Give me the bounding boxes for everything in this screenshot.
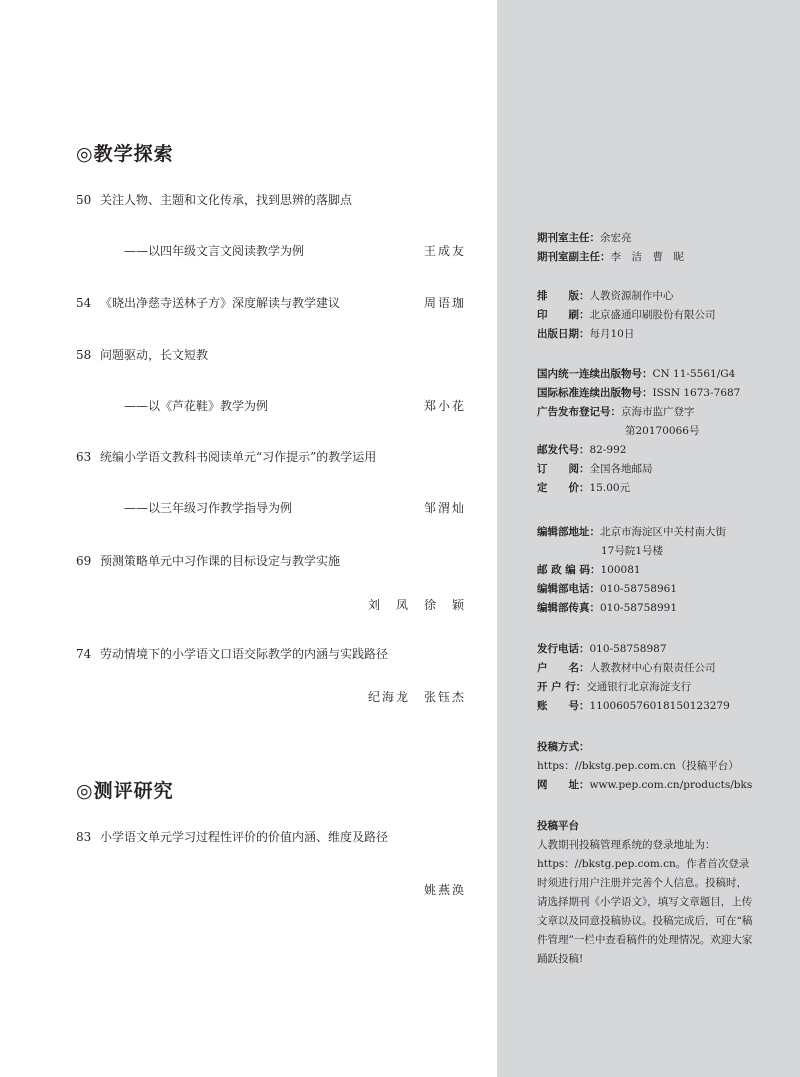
label: 账 号： — [537, 700, 590, 712]
label: 期刊室主任： — [537, 232, 600, 244]
label: 投稿平台 — [537, 820, 579, 832]
label: 邮 政 编 码： — [537, 564, 601, 576]
label: 国际标准连续出版物号： — [537, 387, 653, 399]
value: 人教教材中心有限责任公司 — [589, 662, 716, 674]
article-title: 关注人物、主题和文化传承，找到思辨的落脚点 — [100, 193, 353, 207]
value: 010-58758991 — [600, 602, 678, 614]
label: 发行电话： — [537, 643, 590, 655]
value: 82-992 — [589, 444, 627, 456]
article-title: 问题驱动，长文短教 — [100, 348, 209, 362]
article-subtitle: ——以三年级习作教学指导为例 — [124, 501, 293, 515]
article-author: 郑小花 — [423, 399, 466, 413]
masthead-editorial-office — [537, 523, 726, 618]
label: 期刊室副主任： — [537, 251, 611, 263]
value: 100081 — [600, 564, 641, 576]
label: 排 版： — [537, 290, 590, 302]
page-number: 58 — [76, 348, 92, 362]
article-author: 姚燕涣 — [423, 883, 466, 897]
masthead-platform — [537, 817, 757, 969]
value: ISSN 1673-7687 — [652, 387, 741, 399]
article-subtitle: ——以《芦花鞋》教学为例 — [124, 399, 269, 413]
section-title-teaching: ◎教学探索 — [76, 143, 174, 165]
page-number: 50 — [76, 193, 92, 207]
label: 广告发布登记号： — [537, 406, 621, 418]
masthead-publication-info — [537, 365, 740, 498]
value: 交通银行北京海淀支行 — [586, 681, 692, 693]
masthead-editors — [537, 229, 684, 267]
label: 出版日期： — [537, 328, 590, 340]
value: 北京市海淀区中关村南大街 — [600, 526, 726, 538]
label: 编辑部电话： — [537, 583, 600, 595]
label: 编辑部传真： — [537, 602, 600, 614]
value: 第20170066号 — [625, 425, 700, 437]
label: 投稿方式： — [537, 741, 590, 753]
page-number: 54 — [76, 296, 92, 310]
article-author: 周语珈 — [423, 296, 466, 310]
value: 010-58758987 — [589, 643, 667, 655]
platform-description: 人教期刊投稿管理系统的登录地址为：https：//bkstg.pep.com.cn。作者首次登录时须进行用户注册并完善个人信息。投稿时，请选择期刊《小学语文》，填写文章题目，上传文章以及同意投稿协议。投稿完成后，可在“稿件管理”一栏中查看稿件的处理情况。欢迎大家踊跃投稿! — [537, 839, 753, 965]
value: 010-58758961 — [600, 583, 678, 595]
page-number: 69 — [76, 554, 92, 568]
label: 订 阅： — [537, 463, 590, 475]
label: 邮发代号： — [537, 444, 590, 456]
value: 李 洁 曹 昵 — [610, 251, 684, 263]
value: 17号院1号楼 — [601, 545, 664, 557]
page-number: 63 — [76, 450, 92, 464]
value: 15.00元 — [589, 482, 631, 494]
article-title: 预测策略单元中习作课的目标设定与教学实施 — [100, 554, 341, 568]
label: 网 址： — [537, 779, 590, 791]
page-number: 83 — [76, 830, 92, 844]
masthead-production — [537, 287, 716, 344]
label: 开 户 行： — [537, 681, 587, 693]
label: 印 刷： — [537, 309, 590, 321]
article-author: 纪海龙 张钰杰 — [367, 690, 466, 704]
value: 京海市监广登字 — [621, 406, 695, 418]
value: 余宏亮 — [600, 232, 632, 244]
article-author: 王成友 — [423, 244, 466, 258]
article-author: 刘 凤 徐 颖 — [367, 598, 466, 612]
masthead-submission — [537, 738, 752, 795]
submission-link[interactable]: https：//bkstg.pep.com.cn（投稿平台） — [537, 760, 739, 772]
section-title-assessment: ◎测评研究 — [76, 780, 174, 802]
label: 编辑部地址： — [537, 526, 600, 538]
article-title: 劳动情境下的小学语文口语交际教学的内涵与实践路径 — [100, 647, 389, 661]
value: 全国各地邮局 — [589, 463, 653, 475]
label: 定 价： — [537, 482, 590, 494]
page-number: 74 — [76, 647, 92, 661]
article-title: 小学语文单元学习过程性评价的价值内涵、维度及路径 — [100, 830, 389, 844]
value: 每月10日 — [589, 328, 635, 340]
value: 110060576018150123279 — [589, 700, 730, 712]
article-title: 统编小学语文教科书阅读单元“习作提示”的教学运用 — [100, 450, 377, 464]
label: 户 名： — [537, 662, 590, 674]
article-subtitle: ——以四年级文言文阅读教学为例 — [124, 244, 305, 258]
value: 人教资源制作中心 — [589, 290, 674, 302]
value: 北京盛通印刷股份有限公司 — [589, 309, 716, 321]
article-title: 《晓出净慈寺送林子方》深度解读与教学建议 — [100, 296, 341, 310]
website-link[interactable]: www.pep.com.cn/products/bks — [589, 779, 753, 791]
value: CN 11-5561/G4 — [652, 368, 736, 380]
masthead-distribution — [537, 640, 730, 716]
label: 国内统一连续出版物号： — [537, 368, 653, 380]
article-author: 邹渭灿 — [423, 501, 466, 515]
